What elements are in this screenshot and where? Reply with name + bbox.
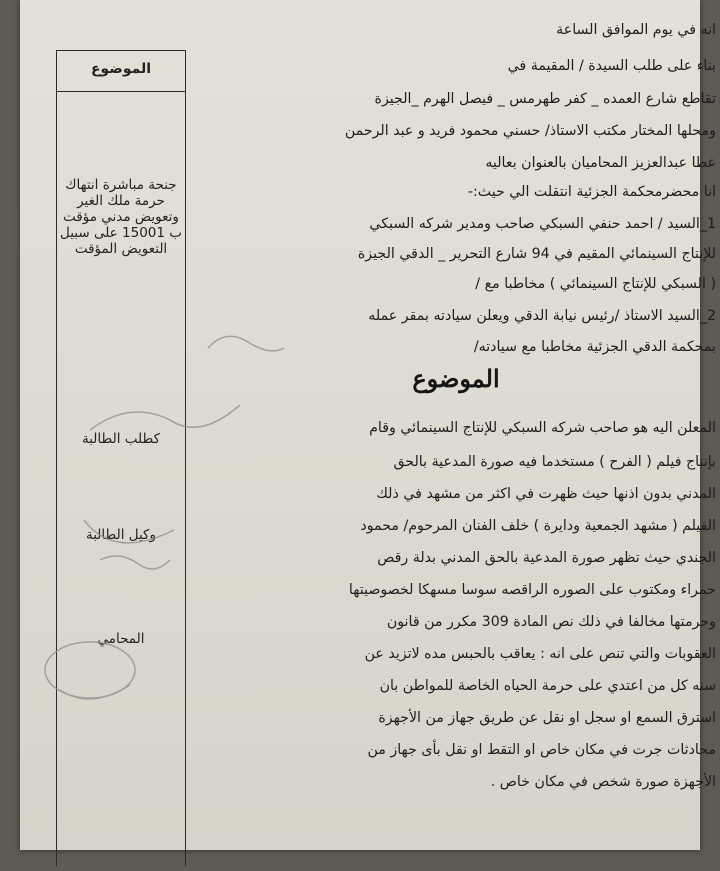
body-line: الفيلم ( مشهد الجمعية ودايرة ) خلف الفنان المرحوم/ محمود <box>360 518 716 534</box>
body-line: حمراء ومكتوب على الصوره الراقصه سوسا مسهكا لخصوصيتها <box>348 582 716 598</box>
lawyer-label: المحامي <box>97 631 145 647</box>
defendant-1-company: ( السبكي للإنتاج السينمائي ) مخاطبا مع / <box>475 276 716 292</box>
requester-line: بناء على طلب السيدة / المقيمة في <box>507 58 716 74</box>
defendant-1-address: للإنتاج السينمائي المقيم في 94 شارع التحرير _ الدقي الجيزة <box>357 246 716 262</box>
body-line: وحرمتها مخالفا في ذلك نص المادة 309 مكرر من قانون <box>386 614 716 630</box>
section-title: الموضوع <box>412 364 500 393</box>
body-line: المعلن اليه هو صاحب شركه السبكي للإنتاج السينمائي وقام <box>369 420 716 436</box>
date-line: انه في يوم الموافق الساعة <box>556 22 716 38</box>
body-line: بإنتاج فيلم ( الفرح ) مستخدما فيه صورة المدعية بالحق <box>393 454 716 470</box>
body-line: سنه كل من اعتدي على حرمة الحياه الخاصة للمواطن بان <box>379 678 716 694</box>
claim-note: كطلب الطالبة <box>82 431 160 447</box>
case-subject-text: جنحة مباشرة انتهاك حرمة ملك الغير وتعويض مدني مؤقت ب 15001 على سبيل التعويض المؤقت <box>59 177 182 257</box>
defendant-1-line: 1_السيد / احمد حنفي السبكي صاحب ومدير شركه السبكي <box>369 216 716 232</box>
attorney-line-2: عطا عبدالعزيز المحاميان بالعنوان بعاليه <box>485 155 716 171</box>
defendant-2-court: بمحكمة الدقي الجزئية مخاطبا مع سيادته/ <box>473 339 716 355</box>
body-line: محادثات جرت في مكان خاص او التقط او نقل بأى جهاز من <box>367 742 716 758</box>
agent-label: وكيل الطالبة <box>85 527 156 543</box>
body-line: المدني بدون اذنها حيث ظهرت في اكثر من مشهد في ذلك <box>376 486 716 502</box>
signature-scribble-3 <box>84 520 174 543</box>
bailiff-line: انا محضرمحكمة الجزئية انتقلت الي حيث:- <box>467 184 716 200</box>
signature-scribble-2 <box>90 405 240 430</box>
body-line: الجندي حيث تظهر صورة المدعية بالحق المدني بدلة رقص <box>377 550 716 566</box>
signature-scribble-1 <box>208 336 284 351</box>
document-page <box>20 0 716 850</box>
signature-scribble-4 <box>100 556 170 569</box>
body-line: استرق السمع او سجل او نقل عن طريق جهاز من الأجهزة <box>378 710 716 726</box>
address-line: تقاطع شارع العمده _ كفر طهرمس _ فيصل الهرم _الجيزة <box>374 91 716 107</box>
body-line: العقوبات والتي تنص على انه : يعاقب بالحبس مده لاتزيد عن <box>364 646 716 662</box>
attorney-line: ومحلها المختار مكتب الاستاذ/ حسني محمود فريد و عبد الرحمن <box>344 123 716 139</box>
body-line: الأجهزة صورة شخص في مكان خاص . <box>490 774 716 790</box>
defendant-2-line: 2_السيد الاستاذ /رئيس نيابة الدقي ويعلن سيادته بمقر عمله <box>368 308 716 324</box>
sidebar-title: الموضوع <box>90 61 152 77</box>
